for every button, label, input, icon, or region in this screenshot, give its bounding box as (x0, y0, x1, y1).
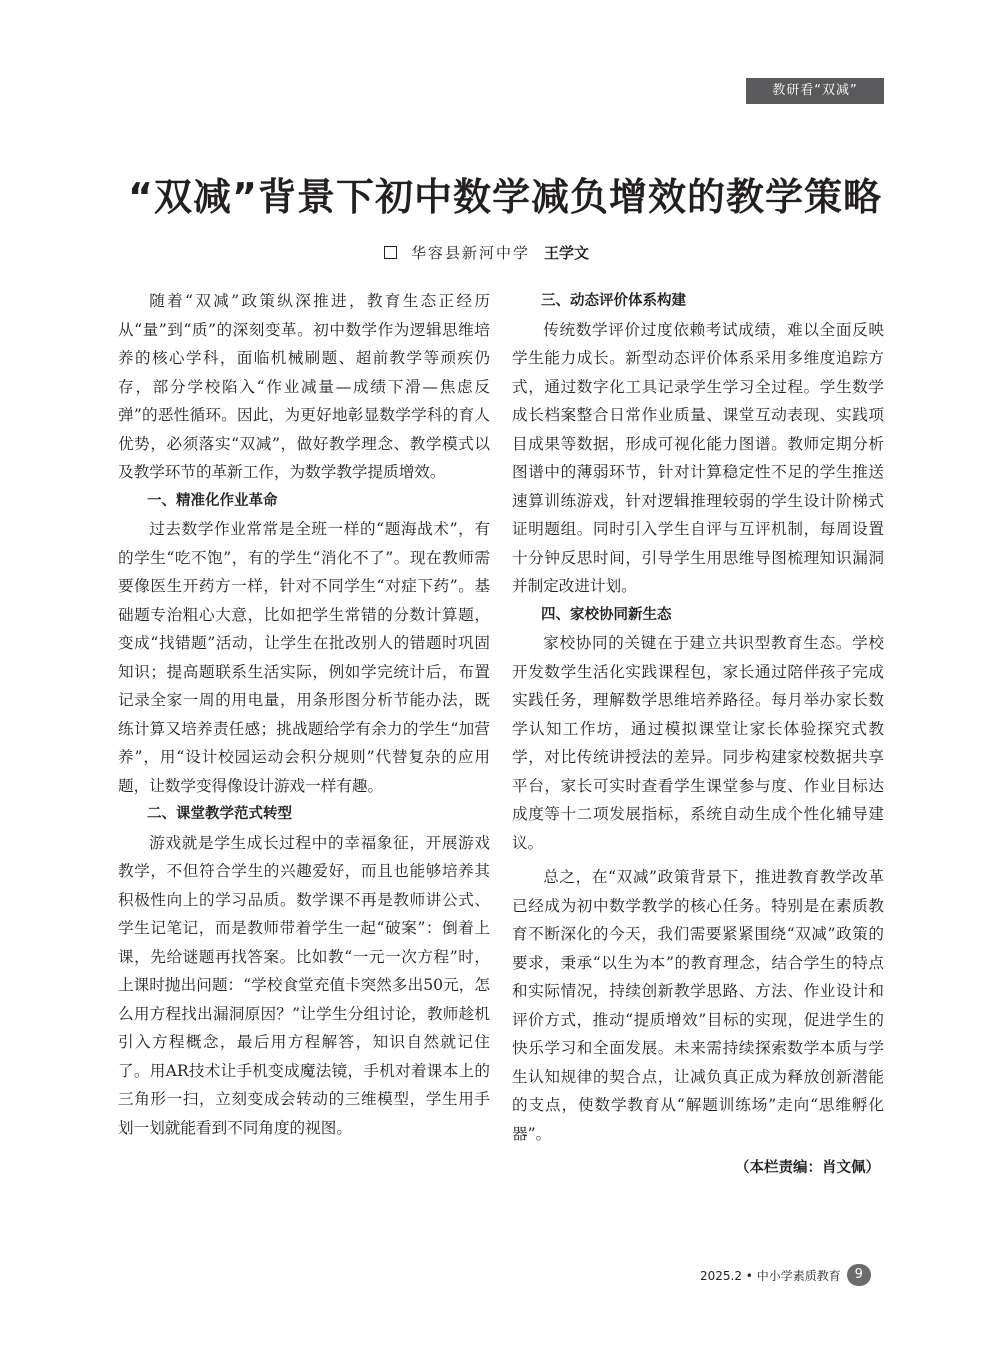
page-footer (700, 1264, 871, 1286)
article-title: “双减”背景下初中数学减负增效的教学策略 (128, 175, 882, 219)
intro-paragraph: 随着“双减”政策纵深推进，教育生态正经历从“量”到“质”的深刻变革。初中数学作为逻辑思维培养的核心学科，面临机械刷题、超前教学等顽疾仍存，部分学校陷入“作业减量—成绩下滑—焦虑反弹”的恶性循环。因此，为更好地彰显数学学科的育人优势，必须落实“双减”，做好教学理念、教学模式以及教学环节的革新工作，为数学教学提质增效。 (118, 292, 490, 481)
section-2-paragraph: 游戏就是学生成长过程中的幸福象征，开展游戏教学，不但符合学生的兴趣爱好，而且也能够培养其积极性向上的学习品质。数学课不再是教师讲公式、学生记笔记，而是教师带着学生一起“破案”：倒着上课，先给谜题再找答案。比如教“一元一次方程”时，上课时抛出问题：“学校食堂充值卡突然多出50元，怎么用方程找出漏洞原因？”让学生分组讨论，教师趁机引入方程概念，最后用方程解答，知识自然就记住了。用AR技术让手机变成魔法镜，手机对着课本上的三角形一扫，立刻变成会转动的三维模型，学生用手划一划就能看到不同角度的视图。 (118, 833, 490, 1137)
section-1-heading: 一、精准化作业革命 (147, 492, 278, 509)
editor-note: （本栏责编：肖文佩） (735, 1160, 880, 1176)
section-4-heading: 四、家校协同新生态 (541, 606, 672, 623)
section-3-paragraph: 传统数学评价过度依赖考试成绩，难以全面反映学生能力成长。新型动态评价体系采用多维度追踪方式，通过数字化工具记录学生学习全过程。学生数学成长档案整合日常作业质量、课堂互动表现、实践项目成果等数据，形成可视化能力图谱。教师定期分析图谱中的薄弱环节，针对计算稳定性不足的学生推送速算训练游戏，针对逻辑推理较弱的学生设计阶梯式证明题组。同时引入学生自评与互评机制，每周设置十分钟反思时间，引导学生用思维导图梳理知识漏洞并制定改进计划。 (512, 320, 884, 595)
section-2-heading: 二、课堂教学范式转型 (147, 806, 292, 822)
author-affiliation: 华容县新河中学 (411, 243, 531, 262)
author-name: 王学文 (544, 243, 590, 262)
issue-info: 2025.2 • 中小学素质教育 (700, 1268, 841, 1283)
right-column (512, 287, 884, 1183)
section-1-paragraph: 过去数学作业常常是全班一样的“题海战术”，有的学生“吃不饱”，有的学生“消化不了”。现在教师需要像医生开药方一样，针对不同学生“对症下药”。基础题专治粗心大意，比如把学生常错的分数计算题，变成“找错题”活动，让学生在批改别人的错题时巩固知识；提高题联系生活实际，例如学完统计后，布置记录全家一周的用电量，用条形图分析节能办法，既练计算又培养责任感；挑战题给学有余力的学生“加营养”，用“设计校园运动会积分规则”代替复杂的应用题，让数学变得像设计游戏一样有趣。 (118, 520, 490, 795)
left-column (118, 287, 490, 1142)
page-number: 9 (847, 1264, 871, 1286)
square-icon (384, 246, 397, 259)
byline (384, 240, 589, 264)
column-tag: 教研看“双减” (746, 78, 884, 104)
section-4-paragraph: 家校协同的关键在于建立共识型教育生态。学校开发数学生活化实践课程包，家长通过陪伴孩子完成实践任务，理解数学思维培养路径。每月举办家长数学认知工作坊，通过模拟课堂让家长体验探究式教学，对比传统讲授法的差异。同步构建家校数据共享平台，家长可实时查看学生课堂参与度、作业目标达成度等十二项发展指标，系统自动生成个性化辅导建议。 (512, 634, 884, 852)
conclusion-paragraph: 总之，在“双减”政策背景下，推进教育教学改革已经成为初中数学教学的核心任务。特别是在素质教育不断深化的今天，我们需要紧紧围绕“双减”政策的要求，秉承“以生为本”的教育理念，结合学生的特点和实际情况，持续创新教学思路、方法、作业设计和评价方式，推动“提质增效”目标的实现，促进学生的快乐学习和全面发展。未来需持续探索数学本质与学生认知规律的契合点，让减负真正成为释放创新潜能的支点，使数学教育从“解题训练场”走向“思维孵化器”。 (512, 868, 884, 1143)
section-3-heading: 三、动态评价体系构建 (541, 293, 686, 309)
